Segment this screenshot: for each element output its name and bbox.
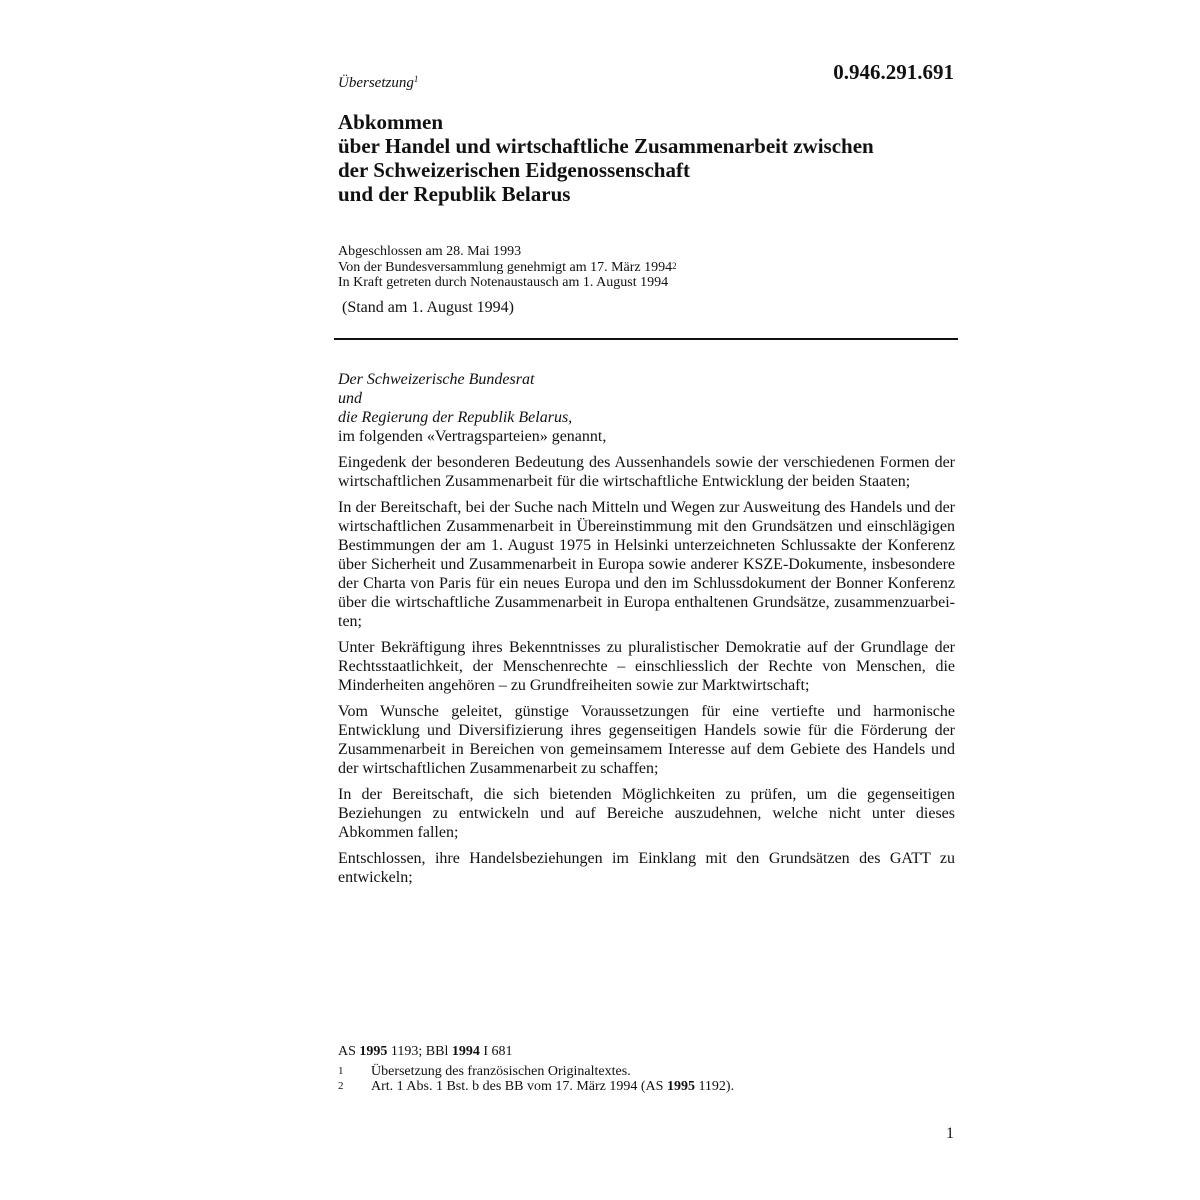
- concluded-date: Abgeschlossen am 28. Mai 1993: [338, 244, 522, 259]
- preamble-paragraph: Eingedenk der besonderen Bedeutung des Aussenhandels sowie der verschiedenen Formen der wirtschaftlichen Zusammenarbeit für die wirtschaftliche Entwicklung der beiden Staaten;: [338, 454, 955, 490]
- party-belarus-government: die Regierung der Republik Belarus,: [338, 409, 573, 426]
- in-force-date: In Kraft getreten durch Notenaustausch am 1. August 1994: [338, 275, 669, 290]
- sr-number: 0.946.291.691: [833, 60, 954, 84]
- source-as-label: AS: [338, 1044, 360, 1059]
- status-date: (Stand am 1. August 1994): [342, 299, 514, 316]
- footnotes: [338, 1044, 958, 1095]
- parties-designation: im folgenden «Vertragsparteien» genannt,: [338, 428, 607, 445]
- approved-date: Von der Bundesversammlung genehmigt am 17. März 1994: [338, 259, 673, 275]
- preamble-paragraph: In der Bereitschaft, die sich bietenden Möglichkeiten zu prüfen, um die gegenseitigen Beziehungen zu entwickeln und auf Bereiche auszudehnen, welche nicht unter dieses Abkommen fallen;: [338, 786, 955, 841]
- translation-label: Übersetzung: [338, 75, 414, 91]
- page-number: 1: [946, 1125, 954, 1142]
- party-swiss-federal-council: Der Schweizerische Bundesrat: [338, 371, 535, 388]
- footnote-text: Übersetzung des französischen Originaltextes.: [371, 1063, 631, 1079]
- document-body: [338, 370, 955, 887]
- source-bbl-year: 1994: [451, 1044, 480, 1059]
- footnote-ref-2[interactable]: 2: [672, 260, 677, 271]
- source-as-page: 1193; BBl: [387, 1044, 452, 1059]
- preamble-paragraph: Entschlossen, ihre Handelsbeziehungen im Einklang mit den Grundsätzen des GATT zu entwickeln;: [338, 850, 955, 886]
- approval-line: [338, 260, 677, 276]
- preamble-paragraph: In der Bereitschaft, bei der Suche nach Mitteln und Wegen zur Ausweitung des Handels und der wirtschaftlichen Zusammenarbeit in Übereinstimmung mit den Grundsätzen und einschlägigen Bestimmungen der am 1. August 1975 in Helsinki unterzeichneten Schlussakte der Konferenz über Sicherheit und Zusammenarbeit in Europa sowie anderer KSZE-Dokumente, insbesondere der Charta von Paris für ein neues Europa und den im Schlussdokument der Bonner Konferenz über die wirtschaftliche Zusammenarbeit in Europa enthaltenen Grundsätze, zusammenzuarbeiten;: [338, 499, 955, 630]
- footnote-text: [371, 1079, 734, 1095]
- header-divider: [334, 338, 958, 340]
- source-reference: [338, 1044, 958, 1060]
- title-line: der Schweizerischen Eidgenossenschaft: [338, 158, 690, 182]
- title-line: über Handel und wirtschaftliche Zusammenarbeit zwischen: [338, 134, 874, 158]
- footnote-number: 1: [338, 1064, 344, 1077]
- footnote-text-bold: 1995: [666, 1079, 695, 1094]
- footnote-text-part: 1192).: [694, 1079, 735, 1094]
- translation-note: [338, 75, 418, 92]
- preamble-paragraph: Vom Wunsche geleitet, günstige Voraussetzungen für eine vertiefte und harmonische Entwicklung und Diversifizierung ihres gegenseitigen Handels sowie für die Förderung der Zusammenarbeit in Bereichen von gemeinsamem Interesse auf dem Gebiete des Handels und der wirtschaftlichen Zusammenarbeit zu schaffen;: [338, 703, 955, 777]
- footnote-number: 2: [338, 1080, 344, 1092]
- parties-block: [338, 370, 955, 446]
- source-as-year: 1995: [359, 1044, 388, 1059]
- footnote-2: [338, 1079, 958, 1095]
- footnote-1: [338, 1064, 958, 1080]
- footnote-text-part: Art. 1 Abs. 1 Bst. b des BB vom 17. März 1994 (AS: [371, 1079, 667, 1094]
- preamble-paragraph: Unter Bekräftigung ihres Bekenntnisses zu pluralistischer Demokratie auf der Grundlage der Rechtsstaatlichkeit, der Menschenrechte – einschliesslich der Rechte von Menschen, die Minderheiten angehören – zu Grundfreiheiten sowie zur Marktwirtschaft;: [338, 639, 955, 694]
- title-line: Abkommen: [338, 110, 444, 134]
- title-line: und der Republik Belarus: [338, 182, 571, 206]
- source-bbl-page: I 681: [479, 1044, 513, 1059]
- party-conjunction: und: [338, 390, 362, 407]
- document-metadata: [338, 244, 677, 291]
- document-title: [338, 110, 978, 206]
- footnote-ref-1[interactable]: 1: [413, 74, 419, 84]
